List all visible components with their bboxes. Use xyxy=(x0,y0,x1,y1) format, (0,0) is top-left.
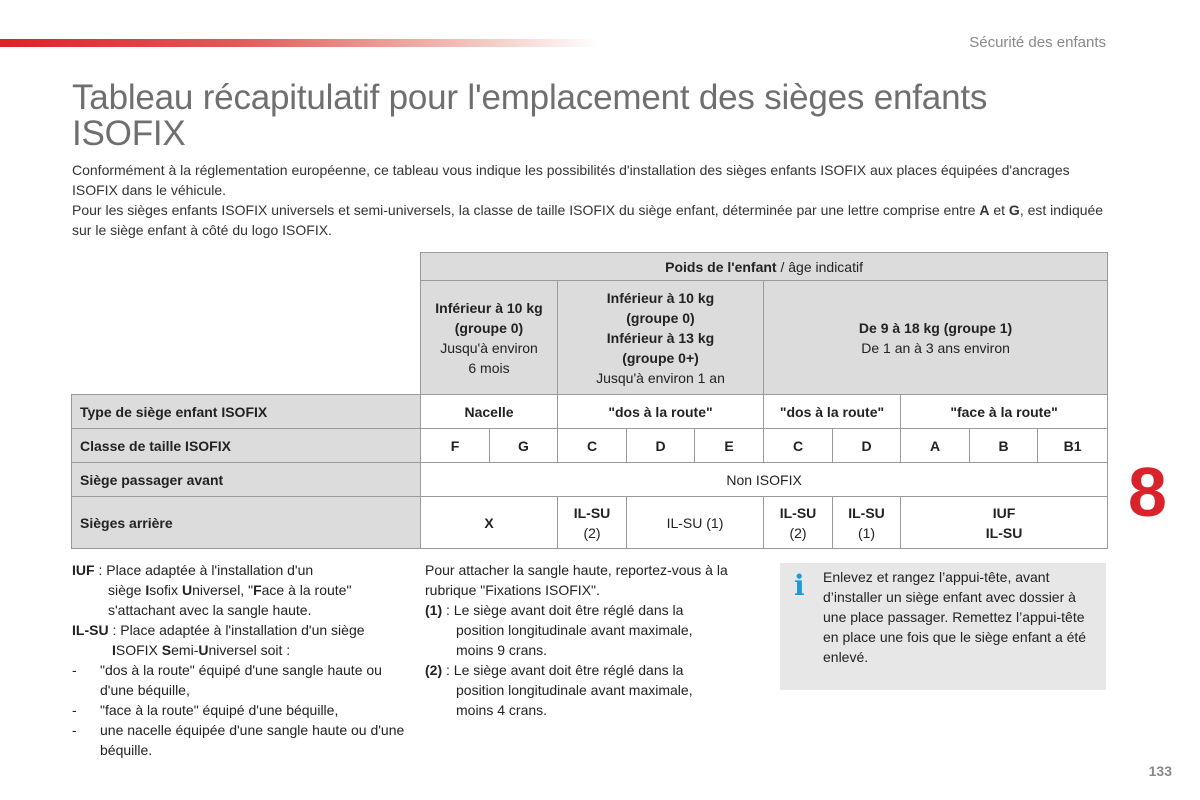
legend-text: siège xyxy=(108,582,146,598)
group-0-label: (groupe 0) xyxy=(454,319,524,336)
page-title: Tableau récapitulatif pour l'emplacement des sièges enfants ISOFIX xyxy=(72,78,988,153)
seat-type-cell: "dos à la route" xyxy=(764,395,901,429)
legend-text: niversel, " xyxy=(192,582,254,598)
footnote-text: moins 4 crans. xyxy=(456,702,548,718)
intro-paragraph-1: Conformément à la réglementation européenne, ce tableau vous indique les possibilités d'installation des sièges enfants ISOFIX aux places équipées d'ancrages ISOFIX dans le véhicule. xyxy=(72,162,1070,198)
group-0plus-label: (groupe 0+) xyxy=(622,349,699,366)
footnote-text: position longitudinale avant maximale, xyxy=(456,622,693,638)
intro-paragraph-2 xyxy=(72,200,1112,240)
rear-seat-code: IUF xyxy=(992,504,1016,521)
group-0plus-header xyxy=(558,281,764,395)
legend-letter: I xyxy=(145,582,150,598)
legend-letter: U xyxy=(181,582,193,598)
header-accent-bar xyxy=(0,39,600,47)
rear-seat-note: (1) xyxy=(857,524,876,541)
size-class-cell: G xyxy=(490,429,558,463)
table-row xyxy=(72,463,1108,497)
group-0plus-weight: Inférieur à 10 kg xyxy=(606,289,715,306)
rear-seat-cell: X xyxy=(421,497,558,549)
seat-type-cell: Nacelle xyxy=(421,395,558,429)
size-class-cell: F xyxy=(421,429,490,463)
footnote-key: (1) xyxy=(425,602,443,618)
footnote-key: (2) xyxy=(425,662,443,678)
group-1-weight: De 9 à 18 kg (groupe 1) xyxy=(858,319,1013,336)
footnote-text: : Le siège avant doit être réglé dans la xyxy=(442,662,684,678)
footnotes xyxy=(425,560,755,720)
page-number: 133 xyxy=(1148,763,1172,779)
legend-ilsu xyxy=(72,620,407,640)
legend-text: emi- xyxy=(171,642,199,658)
list-item-text: "face à la route" équipé d'une béquille, xyxy=(100,702,339,718)
size-class-cell: A xyxy=(901,429,970,463)
info-box xyxy=(780,563,1106,690)
intro-text-span: Pour les sièges enfants ISOFIX universels et semi-universels, la classe de taille ISOFIX du siège enfant, déterminée par une lettre comprise entre xyxy=(72,202,980,218)
table-empty-cell xyxy=(72,253,421,281)
rear-seat-cell: IL-SU (1) xyxy=(627,497,764,549)
size-class-cell: D xyxy=(833,429,901,463)
legend-iuf xyxy=(72,560,407,580)
isofix-summary-table xyxy=(71,252,1108,549)
group-0plus-label: (groupe 0) xyxy=(626,309,695,326)
weight-header-bold: Poids de l'enfant xyxy=(665,258,777,275)
row-label-seat-type: Type de siège enfant ISOFIX xyxy=(72,395,421,429)
table-row xyxy=(72,395,1108,429)
legend-letter: I xyxy=(112,642,116,658)
list-dash: - xyxy=(72,722,77,738)
rear-seat-cell xyxy=(558,497,627,549)
footnote-text: : Le siège avant doit être réglé dans la xyxy=(442,602,684,618)
rear-seat-code: IL-SU xyxy=(779,504,817,521)
legend-letter: U xyxy=(198,642,209,658)
legend-text: sofix xyxy=(149,582,182,598)
footnote-text: position longitudinale avant maximale, xyxy=(456,682,693,698)
rear-seat-code: IL-SU xyxy=(848,504,885,521)
list-item xyxy=(72,700,407,720)
seat-type-cell: "dos à la route" xyxy=(558,395,764,429)
legend-text: : Place adaptée à l'installation d'un xyxy=(94,562,314,578)
row-label-size-class: Classe de taille ISOFIX xyxy=(72,429,421,463)
seat-type-cell: "face à la route" xyxy=(901,395,1108,429)
size-class-cell: C xyxy=(558,429,627,463)
group-1-age: De 1 an à 3 ans environ xyxy=(861,339,1010,356)
table-row xyxy=(72,497,1108,549)
table-empty-cell xyxy=(72,281,421,395)
intro-text xyxy=(72,160,1112,240)
size-class-cell: B1 xyxy=(1038,429,1108,463)
list-item xyxy=(72,720,407,760)
group-0-weight: Inférieur à 10 kg xyxy=(435,299,543,316)
legend-ilsu-line xyxy=(72,640,407,660)
legend-letter: F xyxy=(253,582,262,598)
legend-text: niversel soit : xyxy=(208,642,291,658)
footnote-text: moins 9 crans. xyxy=(456,642,548,658)
chapter-number: 8 xyxy=(1128,453,1167,531)
legend-text: : Place adaptée à l'installation d'un siège xyxy=(108,622,365,638)
list-dash: - xyxy=(72,662,77,678)
group-0plus-age: Jusqu'à environ 1 an xyxy=(596,369,725,386)
section-title: Sécurité des enfants xyxy=(969,34,1106,51)
front-seat-value: Non ISOFIX xyxy=(421,463,1108,497)
legend-iuf-line xyxy=(72,580,407,600)
rear-seat-note: (2) xyxy=(789,524,807,541)
rear-seat-code: IL-SU xyxy=(985,524,1023,541)
weight-header xyxy=(421,253,1108,281)
rear-seat-note: (2) xyxy=(583,524,601,541)
intro-text-span: et xyxy=(989,202,1009,218)
legend-notes xyxy=(72,560,407,760)
legend-text: ace à la route" xyxy=(261,582,352,598)
group-0-age: Jusqu'à environ xyxy=(440,339,538,356)
intro-text-span: , est indiquée sur le siège enfant à côté du logo ISOFIX. xyxy=(72,202,1104,238)
footnote-2 xyxy=(425,660,755,680)
list-dash: - xyxy=(72,702,77,718)
legend-key: IL-SU xyxy=(72,622,109,638)
top-tether-note: Pour attacher la sangle haute, reportez-vous à la rubrique "Fixations ISOFIX". xyxy=(425,562,728,598)
table-row xyxy=(72,429,1108,463)
size-class-cell: C xyxy=(764,429,833,463)
legend-iuf-line: s'attachant avec la sangle haute. xyxy=(108,602,312,618)
rear-seat-cell xyxy=(833,497,901,549)
legend-key: IUF xyxy=(72,562,95,578)
list-item-text: une nacelle équipée d'une sangle haute ou d'une béquille. xyxy=(100,722,405,758)
info-icon: i xyxy=(794,569,805,602)
size-class-cell: B xyxy=(970,429,1038,463)
group-0-header xyxy=(421,281,558,395)
weight-header-rest: / âge indicatif xyxy=(776,258,863,275)
rear-seat-code: IL-SU xyxy=(573,504,611,521)
size-class-cell: D xyxy=(627,429,695,463)
intro-letter-a: A xyxy=(979,202,990,218)
table-row xyxy=(72,253,1108,281)
list-item xyxy=(72,660,407,700)
rear-seat-cell xyxy=(764,497,833,549)
intro-letter-g: G xyxy=(1008,202,1020,218)
size-class-cell: E xyxy=(695,429,764,463)
legend-letter: S xyxy=(161,642,172,658)
row-label-rear-seats: Sièges arrière xyxy=(72,497,421,549)
info-box-text: Enlevez et rangez l’appui-tête, avant d’installer un siège enfant avec dossier à une place passager. Remettez l’appui-tête en place une fois que le siège enfant a été enlevé. xyxy=(823,569,1087,665)
row-label-front-seat: Siège passager avant xyxy=(72,463,421,497)
legend-text: SOFIX xyxy=(115,642,162,658)
group-0plus-weight: Inférieur à 13 kg xyxy=(606,329,715,346)
rear-seat-cell xyxy=(901,497,1108,549)
table-row xyxy=(72,281,1108,395)
group-0-age: 6 mois xyxy=(468,359,510,376)
group-1-header xyxy=(764,281,1108,395)
footnote-1 xyxy=(425,600,755,620)
list-item-text: "dos à la route" équipé d'une sangle haute ou d'une béquille, xyxy=(100,662,382,698)
